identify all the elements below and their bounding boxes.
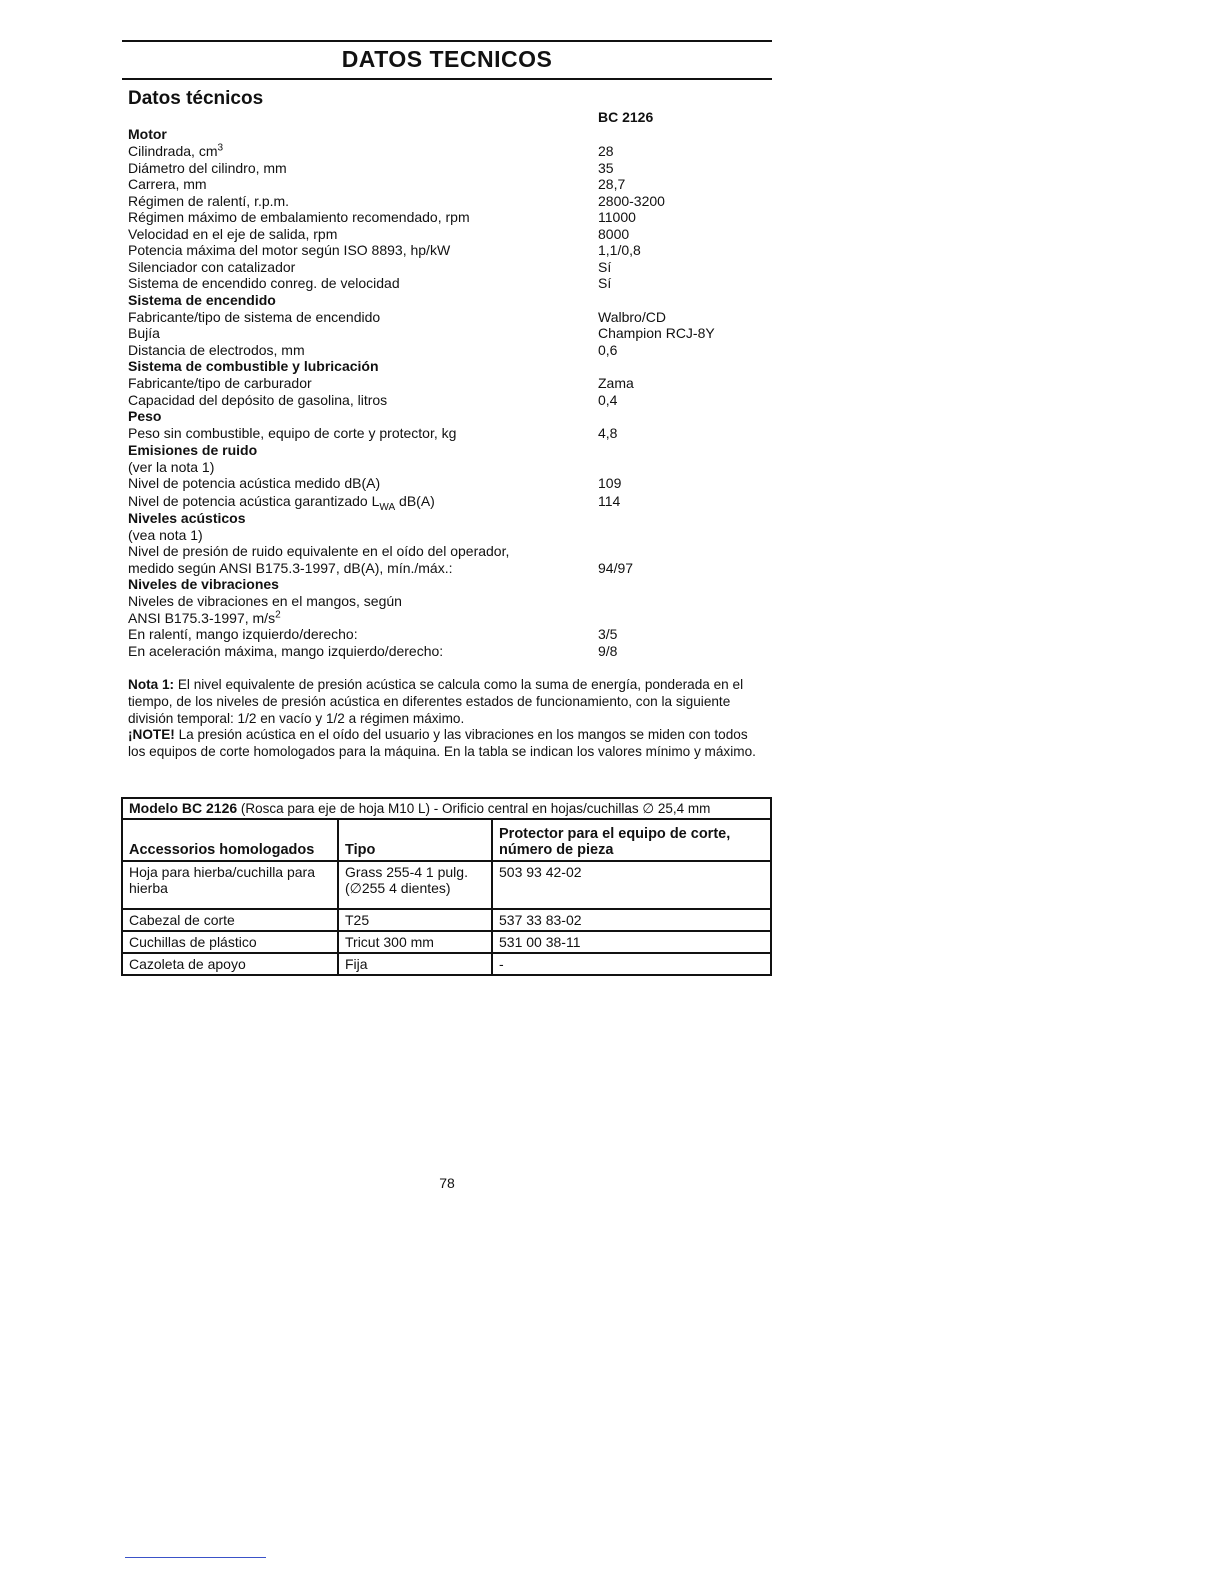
- spec-row: En aceleración máxima, mango izquierdo/derecho: 9/8: [128, 642, 618, 659]
- table-cell: 537 33 83-02: [492, 909, 771, 931]
- note-2: ¡NOTE! La presión acústica en el oído del usuario y las vibraciones en los mangos se miden con todos los equipos de corte homologados para la máquina. En la tabla se indican los valores mínimo y máximo.: [128, 727, 756, 760]
- table-header-row: [122, 819, 771, 861]
- spec-row: Régimen de ralentí, r.p.m. 2800-3200: [128, 192, 665, 209]
- spec-row: Potencia máxima del motor según ISO 8893, hp/kW 1,1/0,8: [128, 242, 641, 258]
- note-1: Nota 1: El nivel equivalente de presión acústica se calcula como la suma de energía, ponderada en el tiempo, de los niveles de presión acústica en diferentes estados de funcionamiento, con la siguiente división temporal: 1/2 en vacío y 1/2 a régimen máximo.: [128, 677, 744, 726]
- spec-heading-fuel: Sistema de combustible y lubricación: [128, 358, 379, 374]
- table-cell: -: [492, 953, 771, 975]
- page-title: DATOS TECNICOS: [341, 46, 553, 72]
- spec-heading-acoustic: Niveles acústicos: [128, 509, 246, 526]
- table-cell: Tricut 300 mm: [338, 931, 492, 953]
- spec-row: Sistema de encendido conreg. de velocidad Sí: [128, 275, 612, 291]
- title-underline: [122, 78, 772, 80]
- spec-row: Nivel de potencia acústica medido dB(A) 109: [128, 475, 622, 491]
- spec-row: Bujía Champion RCJ-8Y: [128, 325, 715, 341]
- top-rule: [122, 40, 772, 42]
- spec-row: ANSI B175.3-1997, $m/s^2$: [128, 608, 281, 626]
- table-cell: Cabezal de corte: [122, 909, 338, 931]
- spec-row: Niveles de vibraciones en el mangos, según: [128, 593, 402, 609]
- notes: [128, 677, 764, 761]
- spec-row: Capacidad del depósito de gasolina, litros 0,4: [128, 391, 618, 408]
- spec-row: Carrera, mm 28,7: [128, 176, 626, 192]
- spec-row: Silenciador con catalizador Sí: [128, 258, 612, 275]
- spec-heading-vibration: Niveles de vibraciones: [128, 576, 279, 592]
- spec-row: Nivel de presión de ruido equivalente en el oído del operador,: [128, 543, 510, 559]
- spec-row: Diámetro del cilindro, mm 35: [128, 159, 614, 176]
- spec-list: [128, 126, 768, 659]
- spec-row: Fabricante/tipo de carburador Zama: [128, 375, 634, 391]
- table-row: [122, 953, 771, 975]
- spec-row: Nivel de potencia acústica garantizado $L_{WA}$ dB(A) 114: [128, 492, 621, 513]
- spec-heading-weight: Peso: [128, 408, 162, 424]
- table-row: [122, 909, 771, 931]
- spec-row: Régimen máximo de embalamiento recomendado, rpm 11000: [128, 209, 636, 225]
- table-cell: Cazoleta de apoyo: [122, 953, 338, 975]
- model-header: BC 2126: [598, 109, 654, 125]
- table-cell: Grass 255-4 1 pulg. (∅255 4 dientes): [338, 861, 492, 909]
- table-cell: 531 00 38-11: [492, 931, 771, 953]
- spec-heading-ignition: Sistema de encendido: [128, 291, 276, 308]
- table-caption-row: [122, 798, 771, 819]
- spec-row: Cilindrada, $cm^3$ 28: [128, 142, 614, 159]
- spec-row: Peso sin combustible, equipo de corte y protector, kg 4,8: [128, 425, 618, 441]
- table-cell: Fija: [338, 953, 492, 975]
- table-cell: T25: [338, 909, 492, 931]
- table-cell: Hoja para hierba/cuchilla para hierba: [122, 861, 338, 909]
- spec-row: (ver la nota 1): [128, 458, 215, 475]
- column-header: Protector para el equipo de corte, número de pieza: [492, 819, 771, 861]
- column-header: Tipo: [338, 819, 492, 861]
- spec-row: Fabricante/tipo de sistema de encendido Walbro/CD: [128, 308, 666, 325]
- spec-row: Velocidad en el eje de salida, rpm 8000: [128, 225, 630, 242]
- table-cell: 503 93 42-02: [492, 861, 771, 909]
- table-row: [122, 861, 771, 909]
- column-header: Accessorios homologados: [122, 819, 338, 861]
- footer-link-line: [125, 1557, 266, 1558]
- spec-heading-motor: Motor: [128, 126, 167, 142]
- spec-heading-noise: Emisiones de ruido: [128, 441, 258, 458]
- spec-row: Distancia de electrodos, mm 0,6: [128, 341, 618, 358]
- spec-row: En ralentí, mango izquierdo/derecho: 3/5: [128, 626, 618, 642]
- spec-row: medido según ANSI B175.3-1997, dB(A), mín./máx.: 94/97: [128, 559, 634, 576]
- section-title: Datos técnicos: [128, 88, 264, 109]
- table-cell: Cuchillas de plástico: [122, 931, 338, 953]
- accessories-table: [121, 797, 772, 976]
- spec-row: (vea nota 1): [128, 526, 203, 543]
- table-row: [122, 931, 771, 953]
- page-number: 78: [439, 1175, 455, 1191]
- table-caption: Modelo BC 2126 (Rosca para eje de hoja M10 L) - Orificio central en hojas/cuchillas ∅ 25,4 mm: [122, 798, 771, 819]
